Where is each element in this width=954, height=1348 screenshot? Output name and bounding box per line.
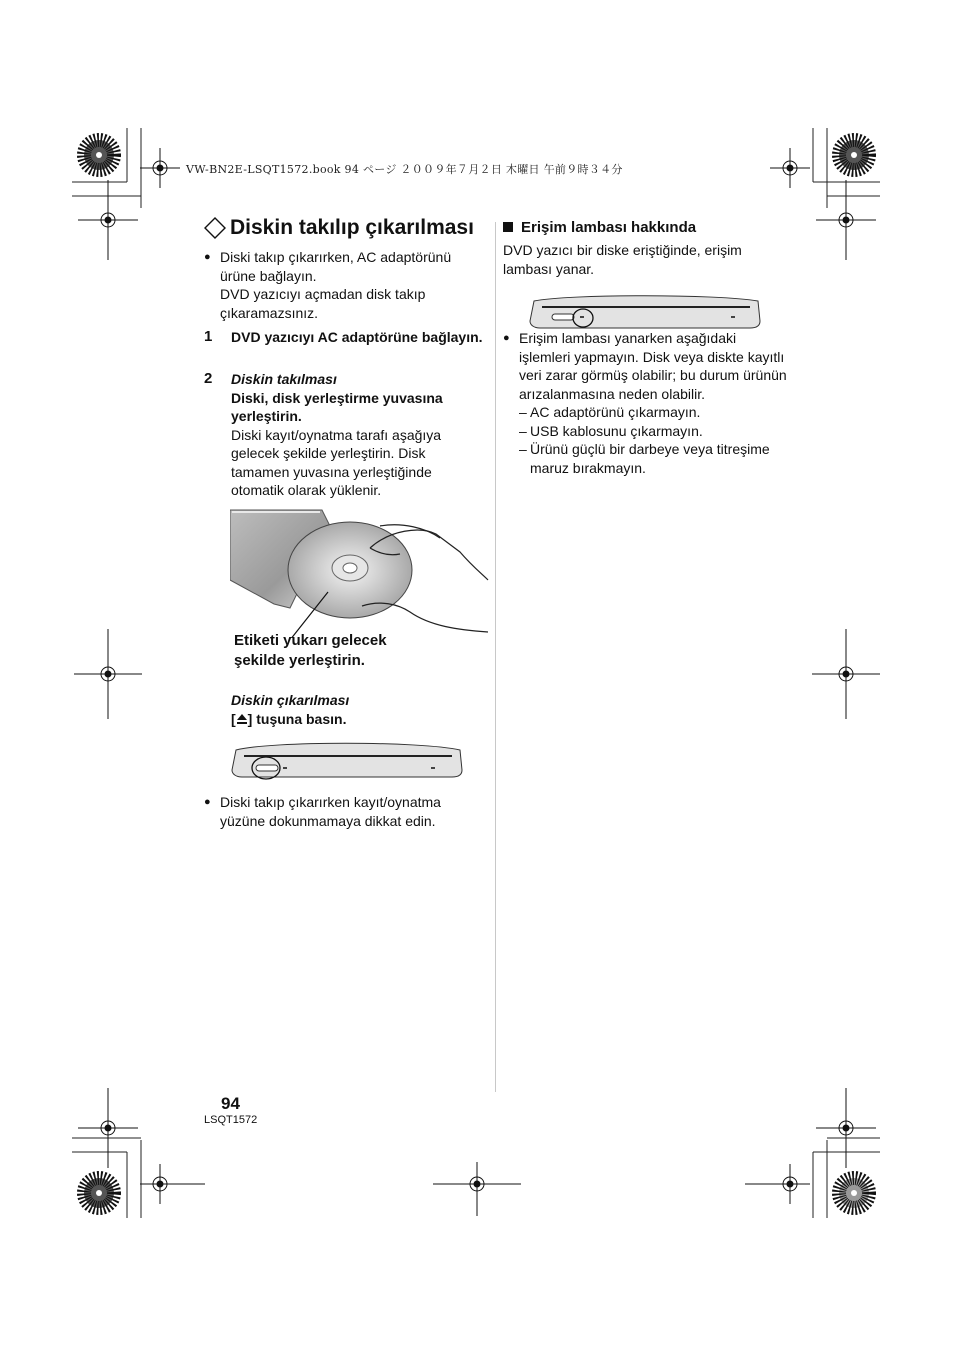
- column-divider: [495, 222, 496, 1092]
- bullet-dot-icon: ●: [204, 796, 211, 808]
- dash-item: – Ürünü güçlü bir darbeye veya titreşime maruz bırakmayın.: [519, 441, 770, 476]
- step-number: 1: [204, 328, 213, 345]
- warning-bullet: ● Erişim lambası yanarken aşağıdaki işlemleri yapmayın. Disk veya diskte kayıtlı veri zarar görmüş olabilir; bu durum ürünün arızalanmasına neden olabilir. – AC adaptörünü çıkarmayın. – USB kablosunu çıkarmayın. – Ürünü güçlü bir darbeye veya titreşime maruz bırakmayın.: [503, 330, 787, 476]
- bullet-dot-icon: ●: [503, 332, 510, 344]
- step-number: 2: [204, 370, 213, 387]
- eject-section: [231, 691, 491, 729]
- step-1: [204, 328, 484, 347]
- eject-subtitle: Diskin çıkarılması: [231, 692, 350, 708]
- dash-item: – USB kablosunu çıkarmayın.: [519, 422, 703, 439]
- intro-note: DVD yazıcıyı açmadan disk takıp çıkaramazsınız.: [220, 286, 426, 321]
- eject-icon: [236, 711, 248, 730]
- dash-item: – AC adaptörünü çıkarmayın.: [519, 404, 701, 420]
- black-square-icon: [503, 222, 513, 232]
- page-number: 94: [221, 1094, 240, 1113]
- bullet-dot-icon: ●: [204, 251, 211, 263]
- disc-insertion-illustration: [230, 508, 490, 638]
- step-text: DVD yazıcıyı AC adaptörüne bağlayın.: [231, 329, 483, 345]
- figure-caption: Etiketi yukarı gelecek şekilde yerleştirin.: [234, 632, 387, 669]
- print-header: VW-BN2E-LSQT1572.book 94 ページ ２００９年７月２日 木曜日 午前９時３４分: [186, 163, 623, 176]
- step-subtitle: Diskin takılması: [231, 371, 337, 387]
- eject-instruction: [ ] tuşuna basın.: [231, 710, 491, 730]
- page-title: [204, 216, 474, 240]
- step-2: [204, 370, 479, 500]
- section-intro: DVD yazıcı bir diske eriştiğinde, erişim lambası yanar.: [503, 242, 742, 277]
- final-bullet: ● Diski takıp çıkarırken kayıt/oynatma yüzüne dokunmamaya dikkat edin.: [204, 794, 441, 829]
- diamond-outline-icon: [204, 217, 226, 239]
- step-detail: Diski kayıt/oynatma tarafı aşağıya gelecek şekilde yerleştirin. Disk tamamen yuvasına yerleştiğinde otomatik olarak yüklenir.: [231, 426, 442, 498]
- document-code: LSQT1572: [204, 1114, 258, 1126]
- section-heading: Erişim lambası hakkında: [503, 219, 696, 236]
- drive-front-eject-illustration: [230, 740, 466, 782]
- intro-bullet: ● Diski takıp çıkarırken, AC adaptörünü ürüne bağlayın. DVD yazıcıyı açmadan disk takıp çıkaramazsınız.: [204, 248, 474, 322]
- step-instruction: Diski, disk yerleştirme yuvasına yerleştirin.: [231, 389, 443, 424]
- page-title-text: Diskin takılıp çıkarılması: [230, 216, 474, 239]
